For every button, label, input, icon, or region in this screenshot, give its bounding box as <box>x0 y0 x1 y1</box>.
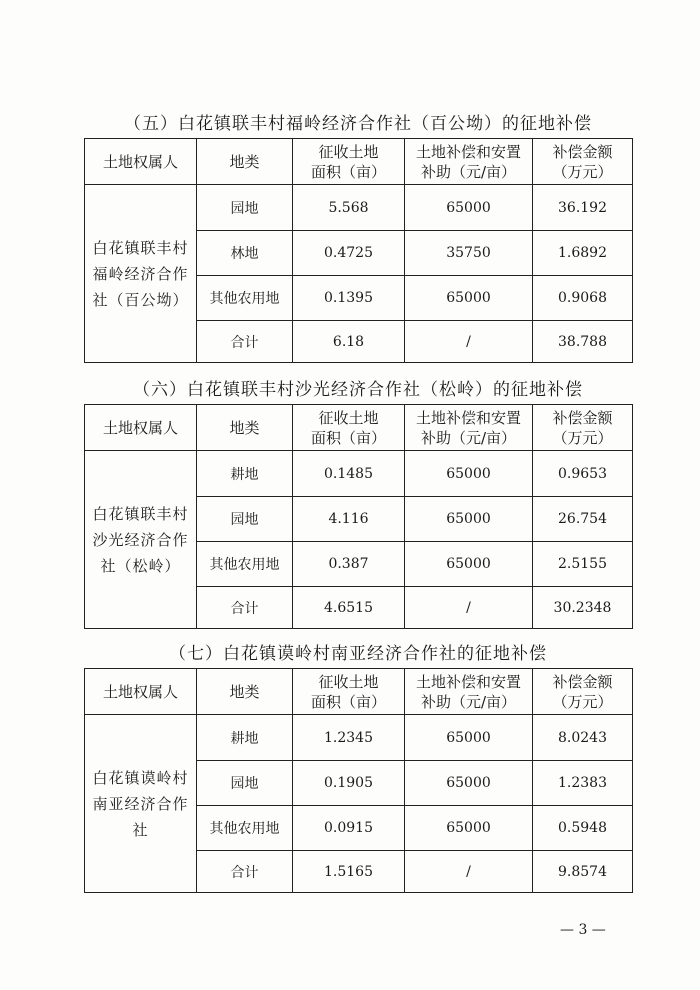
header-amount-line: （万元） <box>552 692 613 711</box>
cell-rate: 65000 <box>405 542 533 587</box>
header-type: 地类 <box>197 669 293 715</box>
compensation-table <box>84 404 633 629</box>
header-rate-line: 补助（元/亩） <box>420 162 517 181</box>
cell-rate: 65000 <box>405 806 533 851</box>
header-area-line: 面积（亩） <box>310 692 386 711</box>
header-rate-line: 土地补偿和安置 <box>415 408 521 427</box>
cell-type: 林地 <box>197 231 293 276</box>
cell-area: 0.1485 <box>293 451 405 497</box>
cell-type: 园地 <box>197 185 293 231</box>
cell-rate: 65000 <box>405 715 533 761</box>
header-rate <box>405 405 533 451</box>
header-rate <box>405 139 533 185</box>
cell-rate: 65000 <box>405 497 533 542</box>
cell-type: 其他农用地 <box>197 542 293 587</box>
cell-rate: 65000 <box>405 761 533 806</box>
header-type: 地类 <box>197 405 293 451</box>
header-area-line: 征收土地 <box>318 142 379 161</box>
cell-amount: 38.788 <box>533 321 633 363</box>
header-area-line: 征收土地 <box>318 408 379 427</box>
header-area-line: 面积（亩） <box>310 428 386 447</box>
header-rate-line: 补助（元/亩） <box>420 692 517 711</box>
header-area <box>293 405 405 451</box>
cell-rate: / <box>405 321 533 363</box>
cell-area: 4.6515 <box>293 587 405 629</box>
section-title: （五）白花镇联丰村福岭经济合作社（百公坳）的征地补偿 <box>124 114 592 134</box>
header-rate-line: 补助（元/亩） <box>420 428 517 447</box>
cell-type: 园地 <box>197 761 293 806</box>
cell-amount: 2.5155 <box>533 542 633 587</box>
cell-type: 合计 <box>197 851 293 893</box>
compensation-table <box>84 668 633 893</box>
header-area-line: 征收土地 <box>318 672 379 691</box>
header-owner: 土地权属人 <box>85 139 197 185</box>
cell-amount: 30.2348 <box>533 587 633 629</box>
owner-cell: 白花镇谟岭村南亚经济合作社 <box>85 715 197 893</box>
header-rate <box>405 669 533 715</box>
table-row <box>85 451 633 497</box>
header-amount-line: 补偿金额 <box>552 408 613 427</box>
cell-area: 0.0915 <box>293 806 405 851</box>
cell-type: 其他农用地 <box>197 276 293 321</box>
table-row <box>85 715 633 761</box>
header-amount <box>533 405 633 451</box>
table-header-row <box>85 669 633 715</box>
cell-type: 耕地 <box>197 715 293 761</box>
cell-area: 0.1905 <box>293 761 405 806</box>
owner-cell: 白花镇联丰村沙光经济合作社（松岭） <box>85 451 197 629</box>
cell-amount: 0.9653 <box>533 451 633 497</box>
page-number: — 3 — <box>560 922 606 938</box>
header-amount-line: （万元） <box>552 428 613 447</box>
table-header-row <box>85 139 633 185</box>
header-amount <box>533 669 633 715</box>
cell-type: 合计 <box>197 587 293 629</box>
cell-area: 1.2345 <box>293 715 405 761</box>
cell-area: 0.1395 <box>293 276 405 321</box>
cell-amount: 0.9068 <box>533 276 633 321</box>
cell-area: 1.5165 <box>293 851 405 893</box>
cell-amount: 26.754 <box>533 497 633 542</box>
header-area <box>293 139 405 185</box>
header-amount-line: 补偿金额 <box>552 672 613 691</box>
cell-type: 其他农用地 <box>197 806 293 851</box>
cell-type: 耕地 <box>197 451 293 497</box>
header-owner: 土地权属人 <box>85 669 197 715</box>
cell-amount: 9.8574 <box>533 851 633 893</box>
cell-area: 0.387 <box>293 542 405 587</box>
cell-rate: / <box>405 851 533 893</box>
cell-rate: 65000 <box>405 451 533 497</box>
section-title: （六）白花镇联丰村沙光经济合作社（松岭）的征地补偿 <box>133 380 583 400</box>
cell-area: 6.18 <box>293 321 405 363</box>
cell-rate: / <box>405 587 533 629</box>
cell-amount: 8.0243 <box>533 715 633 761</box>
cell-amount: 1.2383 <box>533 761 633 806</box>
header-type: 地类 <box>197 139 293 185</box>
header-amount-line: 补偿金额 <box>552 142 613 161</box>
header-amount-line: （万元） <box>552 162 613 181</box>
cell-amount: 1.6892 <box>533 231 633 276</box>
table-row <box>85 185 633 231</box>
cell-area: 0.4725 <box>293 231 405 276</box>
header-owner: 土地权属人 <box>85 405 197 451</box>
header-area <box>293 669 405 715</box>
cell-area: 4.116 <box>293 497 405 542</box>
cell-rate: 35750 <box>405 231 533 276</box>
header-rate-line: 土地补偿和安置 <box>415 142 521 161</box>
cell-type: 园地 <box>197 497 293 542</box>
owner-cell: 白花镇联丰村福岭经济合作社（百公坳） <box>85 185 197 363</box>
cell-type: 合计 <box>197 321 293 363</box>
cell-amount: 36.192 <box>533 185 633 231</box>
compensation-table <box>84 138 633 363</box>
cell-rate: 65000 <box>405 276 533 321</box>
header-rate-line: 土地补偿和安置 <box>415 672 521 691</box>
table-header-row <box>85 405 633 451</box>
section-title: （七）白花镇谟岭村南亚经济合作社的征地补偿 <box>169 644 547 664</box>
cell-area: 5.568 <box>293 185 405 231</box>
header-area-line: 面积（亩） <box>310 162 386 181</box>
header-amount <box>533 139 633 185</box>
cell-amount: 0.5948 <box>533 806 633 851</box>
cell-rate: 65000 <box>405 185 533 231</box>
